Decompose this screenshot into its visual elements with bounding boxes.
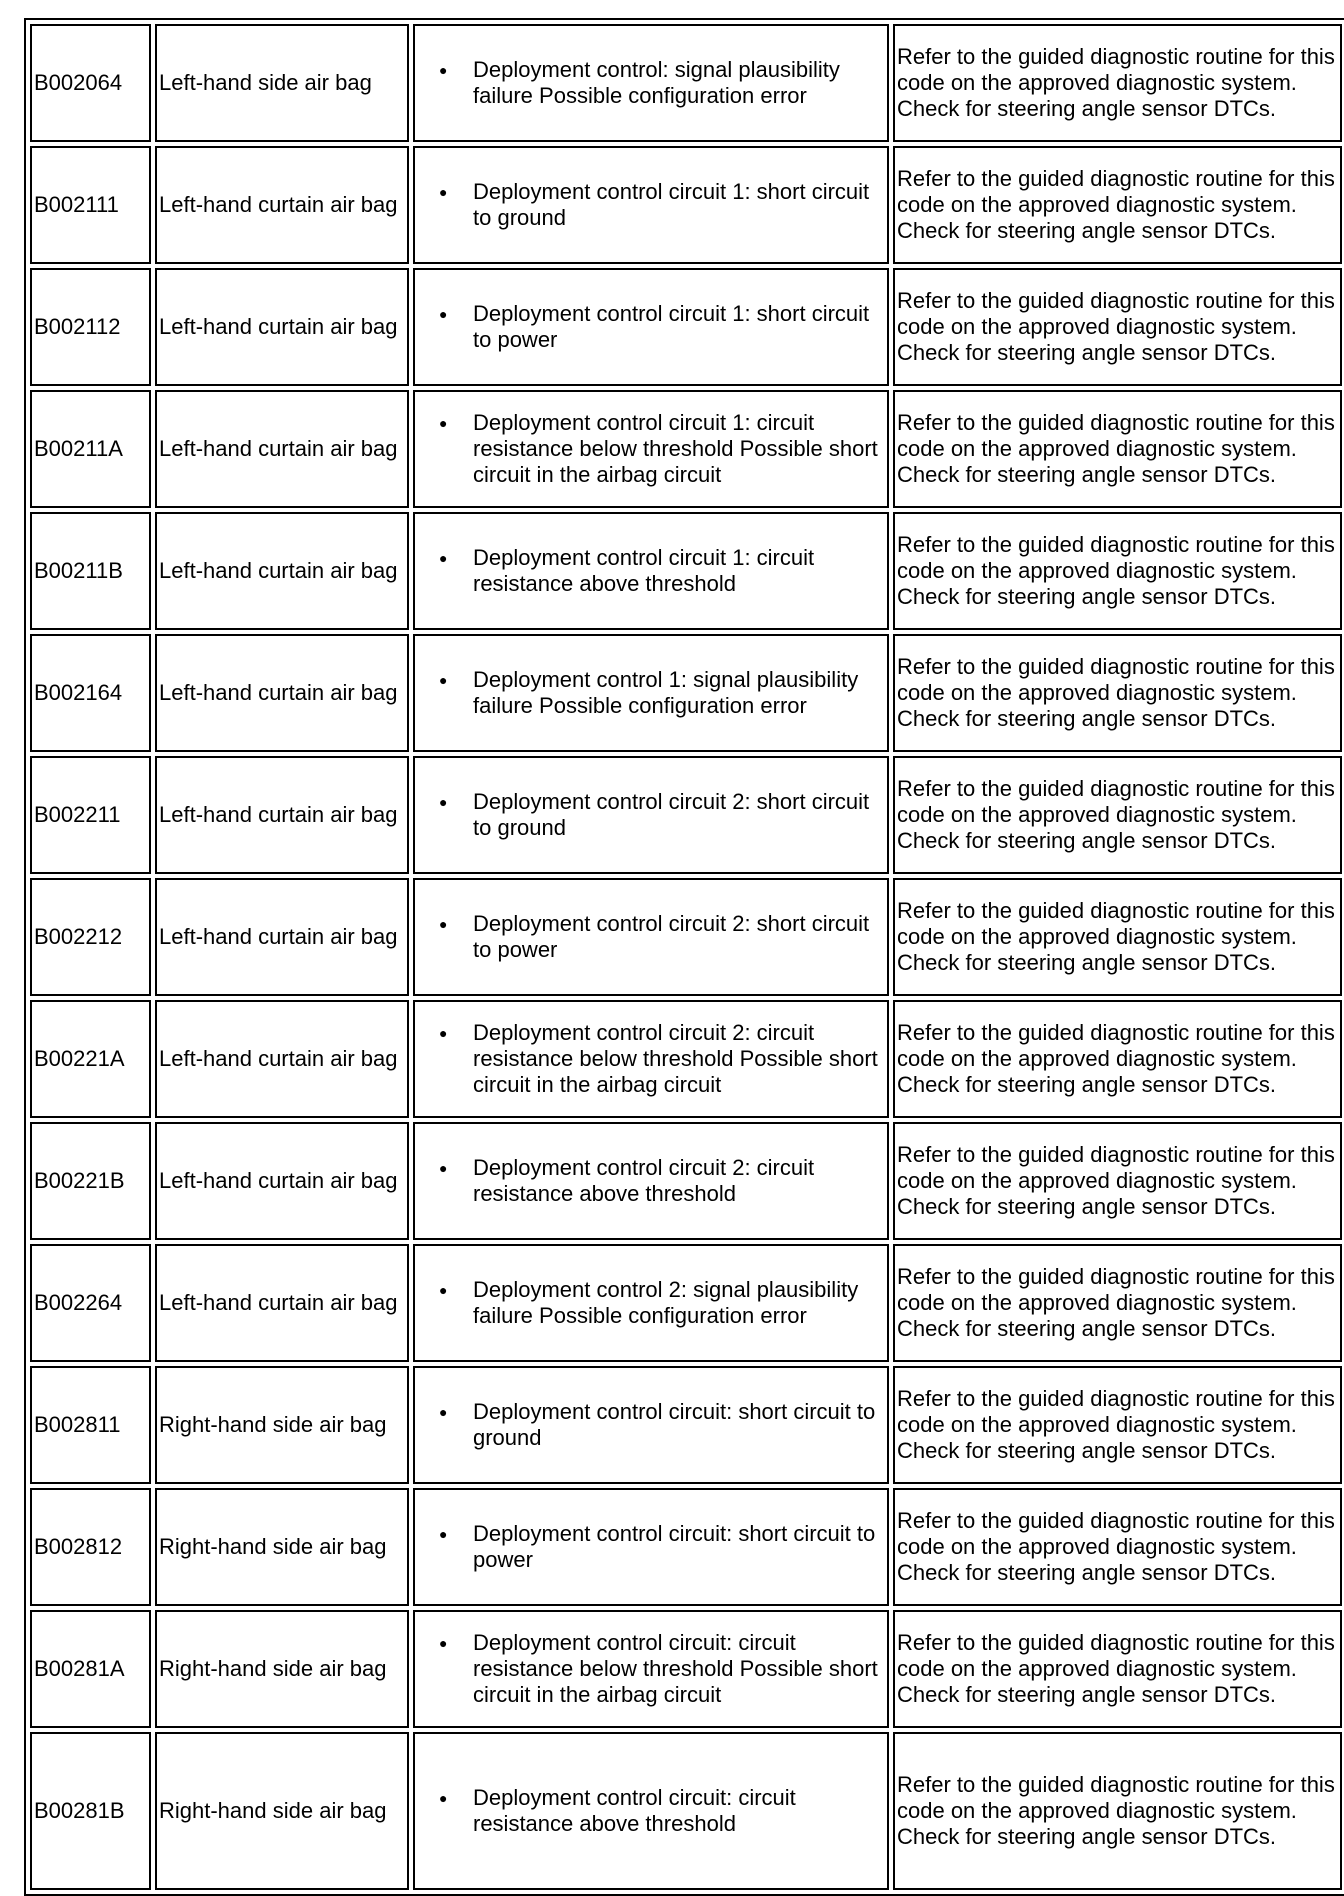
- dtc-code-cell: B002811: [30, 1366, 151, 1484]
- dtc-code-cell: B002111: [30, 146, 151, 264]
- table-row: [30, 268, 1342, 386]
- condition-bullet: ● Deployment control circuit 2: short circuit to power: [473, 911, 885, 963]
- dtc-code-cell: B00211A: [30, 390, 151, 508]
- dtc-code-cell: B002212: [30, 878, 151, 996]
- component-cell: Left-hand curtain air bag: [155, 878, 409, 996]
- action-cell: Refer to the guided diagnostic routine for this code on the approved diagnostic system. Check for steering angle sensor DTCs.: [893, 146, 1342, 264]
- table-row: [30, 1244, 1342, 1362]
- condition-cell: [413, 1000, 889, 1118]
- component-cell: Right-hand side air bag: [155, 1732, 409, 1890]
- action-cell: Refer to the guided diagnostic routine for this code on the approved diagnostic system. Check for steering angle sensor DTCs.: [893, 878, 1342, 996]
- action-cell: Refer to the guided diagnostic routine for this code on the approved diagnostic system. Check for steering angle sensor DTCs.: [893, 24, 1342, 142]
- dtc-code-cell: B002264: [30, 1244, 151, 1362]
- component-cell: Left-hand curtain air bag: [155, 146, 409, 264]
- action-cell: Refer to the guided diagnostic routine for this code on the approved diagnostic system. Check for steering angle sensor DTCs.: [893, 1732, 1342, 1890]
- component-cell: Left-hand curtain air bag: [155, 756, 409, 874]
- component-cell: Right-hand side air bag: [155, 1610, 409, 1728]
- condition-cell: [413, 146, 889, 264]
- action-cell: Refer to the guided diagnostic routine for this code on the approved diagnostic system. Check for steering angle sensor DTCs.: [893, 1488, 1342, 1606]
- dtc-code-cell: B00221A: [30, 1000, 151, 1118]
- dtc-code-cell: B002812: [30, 1488, 151, 1606]
- condition-bullet: ● Deployment control circuit: circuit resistance below threshold Possible short circuit in the airbag circuit: [473, 1630, 885, 1708]
- condition-bullet: ● Deployment control circuit 1: circuit resistance below threshold Possible short circuit in the airbag circuit: [473, 410, 885, 488]
- action-cell: Refer to the guided diagnostic routine for this code on the approved diagnostic system. Check for steering angle sensor DTCs.: [893, 1366, 1342, 1484]
- condition-bullet: ● Deployment control circuit 2: short circuit to ground: [473, 789, 885, 841]
- component-cell: Right-hand side air bag: [155, 1488, 409, 1606]
- table-row: [30, 756, 1342, 874]
- condition-cell: [413, 390, 889, 508]
- dtc-table-container: [24, 18, 1335, 1896]
- component-cell: Left-hand curtain air bag: [155, 1122, 409, 1240]
- component-cell: Left-hand curtain air bag: [155, 390, 409, 508]
- condition-cell: [413, 1488, 889, 1606]
- dtc-code-cell: B00281A: [30, 1610, 151, 1728]
- table-row: [30, 146, 1342, 264]
- component-cell: Left-hand curtain air bag: [155, 1244, 409, 1362]
- condition-cell: [413, 1122, 889, 1240]
- table-row: [30, 1732, 1342, 1890]
- action-cell: Refer to the guided diagnostic routine for this code on the approved diagnostic system. Check for steering angle sensor DTCs.: [893, 634, 1342, 752]
- condition-cell: [413, 268, 889, 386]
- table-row: [30, 512, 1342, 630]
- dtc-code-cell: B00211B: [30, 512, 151, 630]
- condition-bullet: ● Deployment control circuit 1: short circuit to ground: [473, 179, 885, 231]
- condition-cell: [413, 1610, 889, 1728]
- condition-cell: [413, 634, 889, 752]
- action-cell: Refer to the guided diagnostic routine for this code on the approved diagnostic system. Check for steering angle sensor DTCs.: [893, 1610, 1342, 1728]
- condition-cell: [413, 512, 889, 630]
- action-cell: Refer to the guided diagnostic routine for this code on the approved diagnostic system. Check for steering angle sensor DTCs.: [893, 512, 1342, 630]
- condition-bullet: ● Deployment control: signal plausibility failure Possible configuration error: [473, 57, 885, 109]
- condition-cell: [413, 756, 889, 874]
- dtc-table: [24, 18, 1344, 1896]
- component-cell: Right-hand side air bag: [155, 1366, 409, 1484]
- condition-cell: [413, 24, 889, 142]
- action-cell: Refer to the guided diagnostic routine for this code on the approved diagnostic system. Check for steering angle sensor DTCs.: [893, 1244, 1342, 1362]
- action-cell: Refer to the guided diagnostic routine for this code on the approved diagnostic system. Check for steering angle sensor DTCs.: [893, 1000, 1342, 1118]
- component-cell: Left-hand curtain air bag: [155, 268, 409, 386]
- component-cell: Left-hand curtain air bag: [155, 634, 409, 752]
- dtc-code-cell: B00281B: [30, 1732, 151, 1890]
- dtc-code-cell: B00221B: [30, 1122, 151, 1240]
- condition-bullet: ● Deployment control circuit: short circuit to ground: [473, 1399, 885, 1451]
- action-cell: Refer to the guided diagnostic routine for this code on the approved diagnostic system. Check for steering angle sensor DTCs.: [893, 268, 1342, 386]
- condition-cell: [413, 1366, 889, 1484]
- condition-bullet: ● Deployment control circuit: short circuit to power: [473, 1521, 885, 1573]
- component-cell: Left-hand side air bag: [155, 24, 409, 142]
- action-cell: Refer to the guided diagnostic routine for this code on the approved diagnostic system. Check for steering angle sensor DTCs.: [893, 390, 1342, 508]
- condition-bullet: ● Deployment control circuit: circuit resistance above threshold: [473, 1785, 885, 1837]
- component-cell: Left-hand curtain air bag: [155, 512, 409, 630]
- action-cell: Refer to the guided diagnostic routine for this code on the approved diagnostic system. Check for steering angle sensor DTCs.: [893, 1122, 1342, 1240]
- table-row: [30, 634, 1342, 752]
- table-row: [30, 390, 1342, 508]
- table-row: [30, 1610, 1342, 1728]
- dtc-code-cell: B002211: [30, 756, 151, 874]
- condition-cell: [413, 878, 889, 996]
- condition-bullet: ● Deployment control 1: signal plausibility failure Possible configuration error: [473, 667, 885, 719]
- component-cell: Left-hand curtain air bag: [155, 1000, 409, 1118]
- action-cell: Refer to the guided diagnostic routine for this code on the approved diagnostic system. Check for steering angle sensor DTCs.: [893, 756, 1342, 874]
- condition-cell: [413, 1732, 889, 1890]
- condition-bullet: ● Deployment control circuit 1: short circuit to power: [473, 301, 885, 353]
- table-row: [30, 1488, 1342, 1606]
- condition-cell: [413, 1244, 889, 1362]
- table-row: [30, 1366, 1342, 1484]
- dtc-code-cell: B002164: [30, 634, 151, 752]
- dtc-code-cell: B002064: [30, 24, 151, 142]
- condition-bullet: ● Deployment control circuit 1: circuit resistance above threshold: [473, 545, 885, 597]
- condition-bullet: ● Deployment control circuit 2: circuit resistance above threshold: [473, 1155, 885, 1207]
- dtc-code-cell: B002112: [30, 268, 151, 386]
- table-row: [30, 24, 1342, 142]
- condition-bullet: ● Deployment control circuit 2: circuit resistance below threshold Possible short circuit in the airbag circuit: [473, 1020, 885, 1098]
- condition-bullet: ● Deployment control 2: signal plausibility failure Possible configuration error: [473, 1277, 885, 1329]
- table-row: [30, 1000, 1342, 1118]
- table-row: [30, 878, 1342, 996]
- table-row: [30, 1122, 1342, 1240]
